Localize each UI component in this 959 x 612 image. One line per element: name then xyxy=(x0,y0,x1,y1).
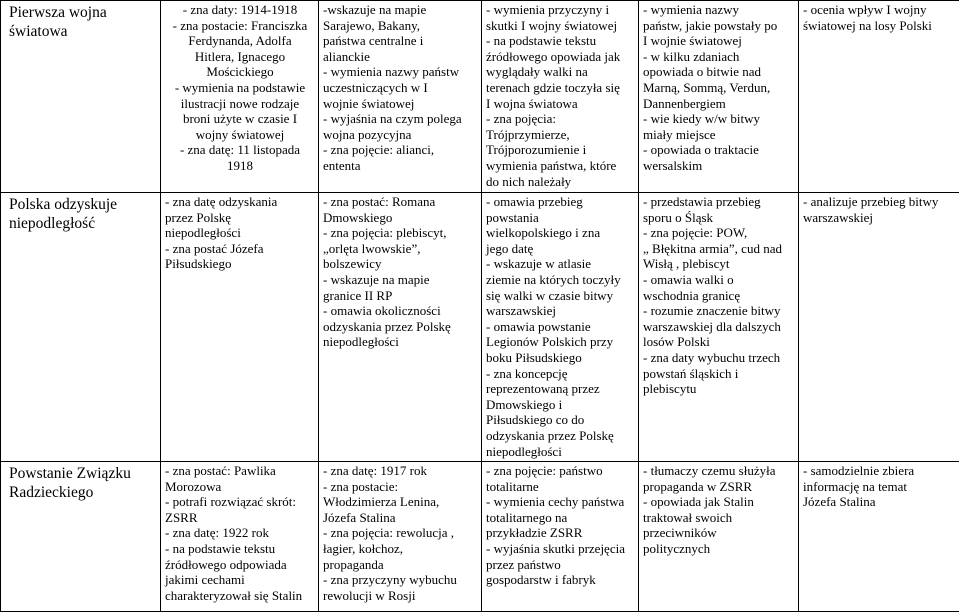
grade-cell: - zna postać: Romana Dmowskiego - zna pojęcia: plebiscyt, „orlęta lwowskie”, bolszewicy - wskazuje na mapie granice II RP - omawia okoliczności odzyskania przez Polskę niepodległości xyxy=(319,193,482,462)
grade-cell: - ocenia wpływ I wojny światowej na losy Polski xyxy=(799,1,959,193)
grade-cell: - przedstawia przebieg sporu o Śląsk - zna pojęcie: POW, „ Błękitna armia”, cud nad Wisłą , plebiscyt - omawia walki o wschodnia granicę - rozumie znaczenie bitwy warszawskiej dla dalszych losów Polski - zna daty wybuchu trzech powstań śląskich i plebiscytu xyxy=(639,193,799,462)
grade-cell: - zna daty: 1914-1918 - zna postacie: Franciszka Ferdynanda, Adolfa Hitlera, Ignacego Mościckiego - wymienia na podstawie ilustracji nowe rodzaje broni użyte w czasie I wojny światowej - zna datę: 11 listopada 1918 xyxy=(161,1,319,193)
grade-cell: - zna postać: Pawlika Morozowa - potrafi rozwiązać skrót: ZSRR - zna datę: 1922 rok - na podstawie tekstu źródłowego odpowiada jakimi cechami charakteryzował się Stalin xyxy=(161,462,319,612)
grade-cell: - zna pojęcie: państwo totalitarne - wymienia cechy państwa totalitarnego na przykładzie ZSRR - wyjaśnia skutki przejęcia przez państwo gospodarstw i fabryk xyxy=(482,462,639,612)
grade-cell: - analizuje przebieg bitwy warszawskiej xyxy=(799,193,959,462)
table-row xyxy=(1,193,959,462)
topic-cell: Powstanie Związku Radzieckiego xyxy=(1,462,161,612)
grade-cell: - wymienia nazwy państw, jakie powstały po I wojnie światowej - w kilku zdaniach opowiada o bitwie nad Marną, Sommą, Verdun, Dannenbergiem - wie kiedy w/w bitwy miały miejsce - opowiada o traktacie wersalskim xyxy=(639,1,799,193)
grade-cell: - wymienia przyczyny i skutki I wojny światowej - na podstawie tekstu źródłowego opowiada jak wyglądały walki na terenach gdzie toczyła się I wojna światowa - zna pojęcia: Trójprzymierze, Trójporozumienie i wymienia państwa, które do nich należały xyxy=(482,1,639,193)
grade-cell: - omawia przebieg powstania wielkopolskiego i zna jego datę - wskazuje w atlasie ziemie na których toczyły się walki w czasie bitwy warszawskiej - omawia powstanie Legionów Polskich przy boku Piłsudskiego - zna koncepcję reprezentowaną przez Dmowskiego i Piłsudskiego co do odzyskania przez Polskę niepodległości xyxy=(482,193,639,462)
topic-cell: Polska odzyskuje niepodległość xyxy=(1,193,161,462)
grade-cell: - zna datę: 1917 rok - zna postacie: Włodzimierza Lenina, Józefa Stalina - zna pojęcia: rewolucja , łagier, kołchoz, propaganda - zna przyczyny wybuchu rewolucji w Rosji xyxy=(319,462,482,612)
grade-cell: - zna datę odzyskania przez Polskę niepodległości - zna postać Józefa Piłsudskiego xyxy=(161,193,319,462)
grade-cell: -wskazuje na mapie Sarajewo, Bakany, państwa centralne i alianckie - wymienia nazwy państw uczestniczących w I wojnie światowej - wyjaśnia na czym polega wojna pozycyjna - zna pojęcie: alianci, ententa xyxy=(319,1,482,193)
grade-cell: - tłumaczy czemu służyła propaganda w ZSRR - opowiada jak Stalin traktował swoich przeciwników politycznych xyxy=(639,462,799,612)
grade-cell: - samodzielnie zbiera informację na temat Józefa Stalina xyxy=(799,462,959,612)
table-row xyxy=(1,1,959,193)
table-row xyxy=(1,462,959,612)
topic-cell: Pierwsza wojna światowa xyxy=(1,1,161,193)
